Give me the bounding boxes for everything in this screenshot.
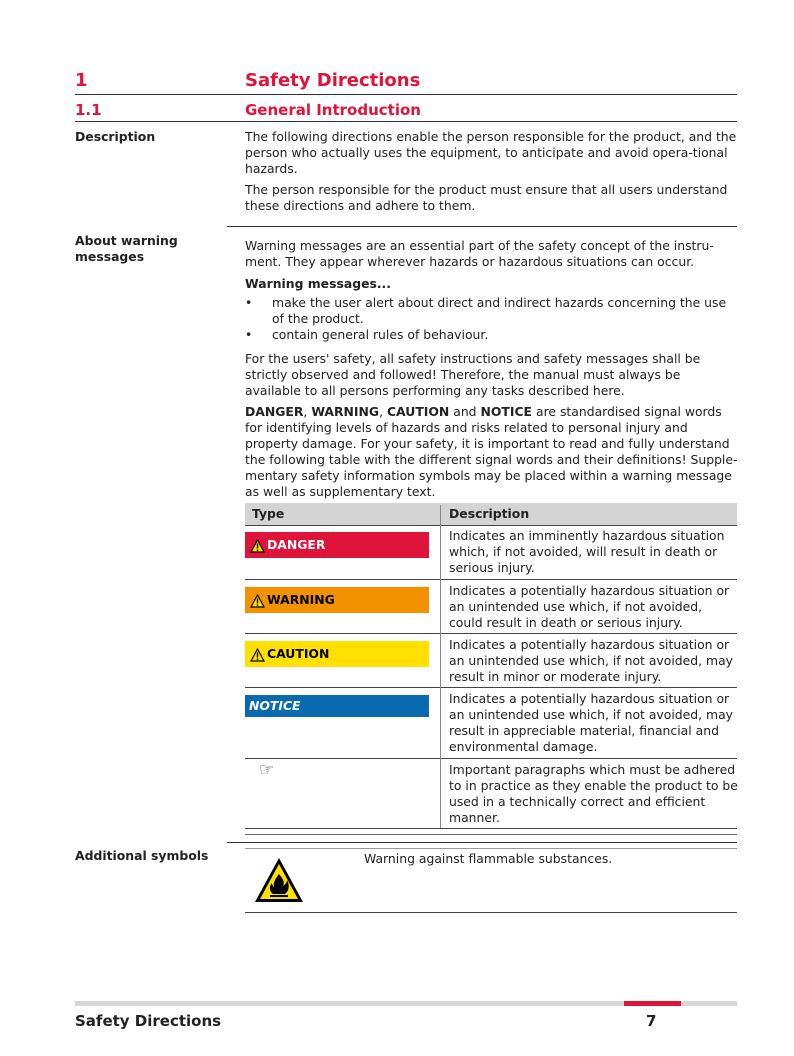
table-row-divider	[245, 525, 737, 526]
important-paragraph-description: Important paragraphs which must be adhered to in practice as they enable the product to be used in a technically correct and efficient manner.	[449, 762, 738, 825]
chapter-number: 1	[75, 70, 88, 91]
signal-word-warning: WARNING	[311, 404, 380, 419]
signal-word-notice: NOTICE	[480, 404, 533, 419]
separator-text: and	[449, 404, 481, 419]
additional-divider	[227, 842, 737, 843]
section-title: General Introduction	[245, 101, 421, 119]
warnings-signal-words-paragraph	[245, 404, 741, 500]
footer-page-marker	[624, 1001, 681, 1006]
footer-title: Safety Directions	[75, 1012, 222, 1030]
warning-triangle-icon	[250, 539, 265, 553]
table-bottom-rule	[245, 828, 737, 829]
pointing-hand-icon: ☞	[259, 760, 275, 780]
danger-signal-label	[245, 532, 429, 558]
signal-words-rest: are standardised signal words for identifying levels of hazards and risks related to personal injury and property damage. For your safety, it is important to read and fully understand the following table with the different signal words and their definitions! Supple-mentary safety information symbols may be placed within a warning message as well as supplementary text.	[245, 404, 738, 499]
notice-description: Indicates a potentially hazardous situation or an unintended use which, if not avoided, may result in appreciable material, financial and environmental damage.	[449, 691, 734, 754]
table-row-divider	[245, 758, 737, 759]
section-number: 1.1	[75, 101, 102, 119]
warnings-label: About warning messages	[75, 233, 178, 264]
notice-signal-label	[245, 695, 429, 717]
warnings-bullet-list	[245, 295, 737, 343]
signal-word-caution: CAUTION	[386, 404, 450, 419]
table-row-divider	[245, 633, 737, 634]
warning-triangle-icon	[250, 648, 265, 662]
bullet-item: • make the user alert about direct and indirect hazards concerning the use of the product.	[245, 295, 737, 327]
warnings-intro: Warning messages are an essential part of the safety concept of the instru-ment. They appear wherever hazards or hazardous situations can occur.	[245, 238, 714, 269]
chapter-title: Safety Directions	[245, 70, 421, 91]
table-row-divider	[245, 579, 737, 580]
warnings-safety-paragraph: For the users' safety, all safety instructions and safety messages shall be strictly observed and followed! Therefore, the manual must always be available to all persons performing any tasks described here.	[245, 351, 701, 398]
additional-symbols-label: Additional symbols	[75, 848, 209, 863]
caution-description: Indicates a potentially hazardous situation or an unintended use which, if not avoided, may result in minor or moderate injury.	[449, 637, 734, 684]
page-number: 7	[646, 1012, 657, 1030]
separator-text: ,	[379, 404, 387, 419]
notice-label-text: NOTICE	[249, 698, 301, 713]
bullet-item: • contain general rules of behaviour.	[245, 327, 737, 343]
separator-text: ,	[303, 404, 312, 419]
table-header	[245, 503, 737, 525]
description-divider	[227, 226, 737, 227]
chapter-rule	[75, 94, 737, 95]
signal-word-danger: DANGER	[245, 404, 304, 419]
caution-label-text: CAUTION	[267, 646, 330, 661]
warning-triangle-icon	[250, 594, 265, 608]
additional-top-rule	[245, 848, 737, 849]
danger-label-text: DANGER	[267, 537, 326, 552]
column-header-description: Description	[449, 506, 530, 521]
description-paragraph-2: The person responsible for the product must ensure that all users understand these directions and adhere to them.	[245, 182, 728, 213]
flammable-description: Warning against flammable substances.	[364, 851, 613, 866]
danger-description: Indicates an imminently hazardous situation which, if not avoided, will result in death or serious injury.	[449, 528, 725, 575]
table-column-divider	[440, 505, 441, 828]
warnings-heading: Warning messages...	[245, 276, 391, 291]
flammable-warning-icon	[252, 855, 306, 908]
table-end-rule	[245, 834, 737, 835]
additional-bottom-rule	[245, 912, 737, 913]
description-label: Description	[75, 129, 156, 144]
section-rule	[75, 121, 737, 122]
caution-signal-label	[245, 641, 429, 667]
table-row-divider	[245, 687, 737, 688]
warning-description: Indicates a potentially hazardous situation or an unintended use which, if not avoided, could result in death or serious injury.	[449, 583, 730, 630]
warning-label-text: WARNING	[267, 592, 335, 607]
warning-signal-label	[245, 587, 429, 613]
column-header-type: Type	[252, 506, 285, 521]
description-paragraph-1: The following directions enable the person responsible for the product, and the person who actually uses the equipment, to anticipate and avoid opera-tional hazards.	[245, 129, 737, 176]
